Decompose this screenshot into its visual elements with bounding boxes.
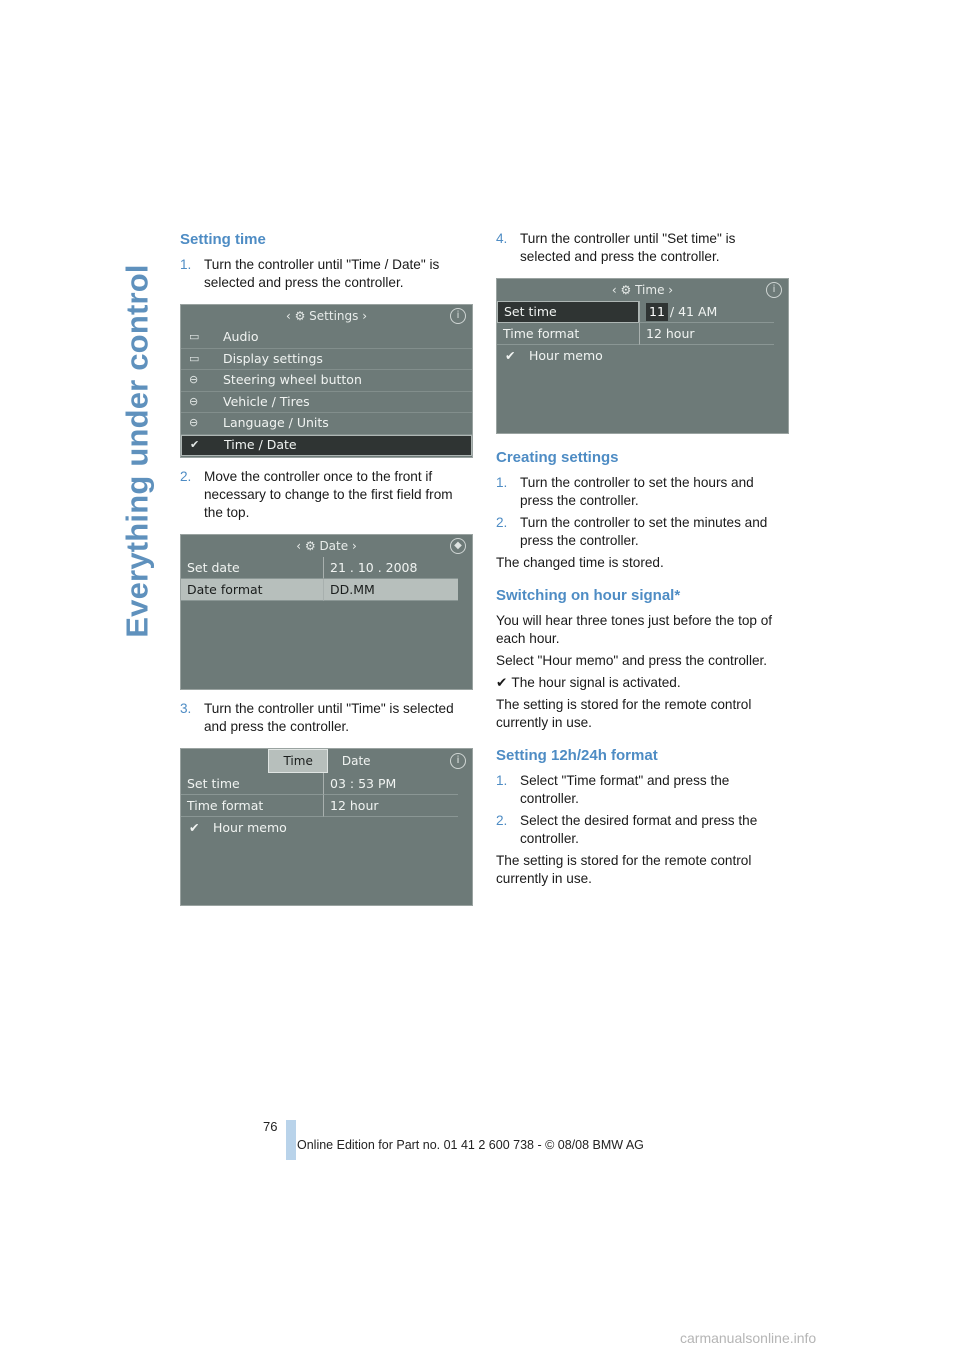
tab-time[interactable]: Time bbox=[268, 749, 327, 773]
row-time-format[interactable]: Time format 12 hour bbox=[497, 323, 788, 345]
joystick-icon: ◆ bbox=[450, 538, 466, 554]
chevron-left-icon: ‹ bbox=[296, 539, 305, 553]
hour-signal-activated: ✔ The hour signal is activated. bbox=[496, 675, 681, 690]
step-number: 2. bbox=[180, 469, 192, 484]
watermark: carmanualsonline.info bbox=[680, 1330, 817, 1346]
chevron-right-icon: › bbox=[358, 309, 368, 323]
right-column bbox=[496, 230, 789, 892]
time-date-screen bbox=[180, 748, 473, 906]
checkmark-icon: ✔ bbox=[496, 675, 508, 690]
chevron-left-icon: ‹ bbox=[285, 309, 295, 323]
menu-item-language[interactable]: ⊖ Language / Units bbox=[181, 413, 472, 435]
step-text: Turn the controller until "Set time" is selected and press the controller. bbox=[520, 231, 736, 264]
clock-icon: ✔ bbox=[190, 438, 200, 452]
creating-stored-note: The changed time is stored. bbox=[496, 555, 664, 570]
row-hour-memo[interactable]: ✔ Hour memo bbox=[505, 348, 603, 363]
row-set-time[interactable]: Set time 03 : 53 PM bbox=[181, 773, 472, 795]
heading-12h-24h: Setting 12h/24h format bbox=[496, 747, 658, 764]
steering-wheel-icon: ⊖ bbox=[189, 373, 199, 387]
format-step-1: 1. Select "Time format" and press the controller. bbox=[496, 773, 730, 806]
settings-icon: ⚙ bbox=[304, 539, 320, 553]
step-number: 4. bbox=[496, 231, 508, 246]
info-icon: i bbox=[766, 282, 782, 298]
step-text: Turn the controller until "Time" is selected and press the controller. bbox=[204, 701, 454, 734]
time-screen bbox=[496, 278, 789, 434]
row-time-format[interactable]: Time format 12 hour bbox=[181, 795, 472, 817]
settings-icon: ⚙ bbox=[294, 309, 310, 323]
info-icon: i bbox=[450, 308, 466, 324]
screen-title: Date bbox=[319, 539, 349, 553]
screen-title: Time bbox=[635, 283, 665, 297]
menu-item-audio[interactable]: ▭ Audio bbox=[181, 327, 472, 349]
page-number: 76 bbox=[263, 1119, 278, 1134]
language-icon: ⊖ bbox=[189, 416, 199, 430]
minute-field: / 41 AM bbox=[669, 303, 718, 319]
menu-item-steering[interactable]: ⊖ Steering wheel button bbox=[181, 370, 472, 392]
step-2 bbox=[180, 468, 473, 522]
screen-header bbox=[181, 305, 472, 327]
edition-note: Online Edition for Part no. 01 41 2 600 738 - © 08/08 BMW AG bbox=[297, 1138, 644, 1152]
step-text: Move the controller once to the front if necessary to change to the first field from the top. bbox=[204, 469, 453, 520]
chevron-right-icon: › bbox=[664, 283, 674, 297]
date-screen bbox=[180, 534, 473, 690]
chevron-left-icon: ‹ bbox=[611, 283, 621, 297]
screen-title: Settings bbox=[309, 309, 359, 323]
checkmark-icon: ✔ bbox=[505, 348, 516, 363]
settings-icon: ⚙ bbox=[620, 283, 636, 297]
hour-signal-intro: You will hear three tones just before the top of each hour. bbox=[496, 613, 773, 646]
creating-step-1: 1. Turn the controller to set the hours and press the controller. bbox=[496, 475, 754, 508]
row-set-time[interactable]: Set time 11 / 41 AM bbox=[497, 301, 788, 323]
heading-creating-settings: Creating settings bbox=[496, 449, 619, 466]
audio-icon: ▭ bbox=[189, 330, 200, 344]
vehicle-icon: ⊖ bbox=[189, 394, 199, 408]
heading-hour-signal: Switching on hour signal* bbox=[496, 587, 681, 604]
screen-header bbox=[497, 279, 788, 301]
chevron-right-icon: › bbox=[348, 539, 357, 553]
chapter-side-title bbox=[118, 228, 158, 673]
step-number: 1. bbox=[180, 257, 192, 272]
step-number: 3. bbox=[180, 701, 192, 716]
heading-setting-time: Setting time bbox=[180, 231, 266, 248]
row-date-format[interactable]: Date format DD.MM bbox=[181, 579, 472, 601]
left-column bbox=[180, 230, 473, 916]
step-3 bbox=[180, 700, 473, 736]
hour-signal-stored: The setting is stored for the remote control currently in use. bbox=[496, 697, 752, 730]
menu-item-vehicle[interactable]: ⊖ Vehicle / Tires bbox=[181, 392, 472, 414]
screen-tabs bbox=[181, 749, 472, 773]
menu-item-display[interactable]: ▭ Display settings bbox=[181, 349, 472, 371]
format-stored-note: The setting is stored for the remote control currently in use. bbox=[496, 853, 752, 886]
footer-accent-bar bbox=[286, 1120, 296, 1160]
row-set-date[interactable]: Set date 21 . 10 . 2008 bbox=[181, 557, 472, 579]
row-hour-memo[interactable]: ✔ Hour memo bbox=[189, 820, 287, 835]
hour-signal-select: Select "Hour memo" and press the controller. bbox=[496, 653, 768, 668]
info-icon: i bbox=[450, 753, 466, 769]
step-4 bbox=[496, 230, 789, 266]
step-text: Turn the controller until "Time / Date" is selected and press the controller. bbox=[204, 257, 440, 290]
creating-step-2: 2. Turn the controller to set the minutes and press the controller. bbox=[496, 515, 768, 548]
checkmark-icon: ✔ bbox=[189, 820, 200, 835]
display-icon: ▭ bbox=[189, 351, 200, 365]
settings-screen bbox=[180, 304, 473, 458]
step-1 bbox=[180, 256, 473, 292]
chapter-title-text: Everything under control bbox=[120, 263, 155, 638]
menu-item-time-date[interactable]: ✔ Time / Date bbox=[181, 435, 472, 457]
format-step-2: 2. Select the desired format and press the controller. bbox=[496, 813, 758, 846]
screen-header bbox=[181, 535, 472, 557]
hour-field[interactable]: 11 bbox=[646, 303, 668, 321]
tab-date[interactable]: Date bbox=[341, 754, 371, 768]
